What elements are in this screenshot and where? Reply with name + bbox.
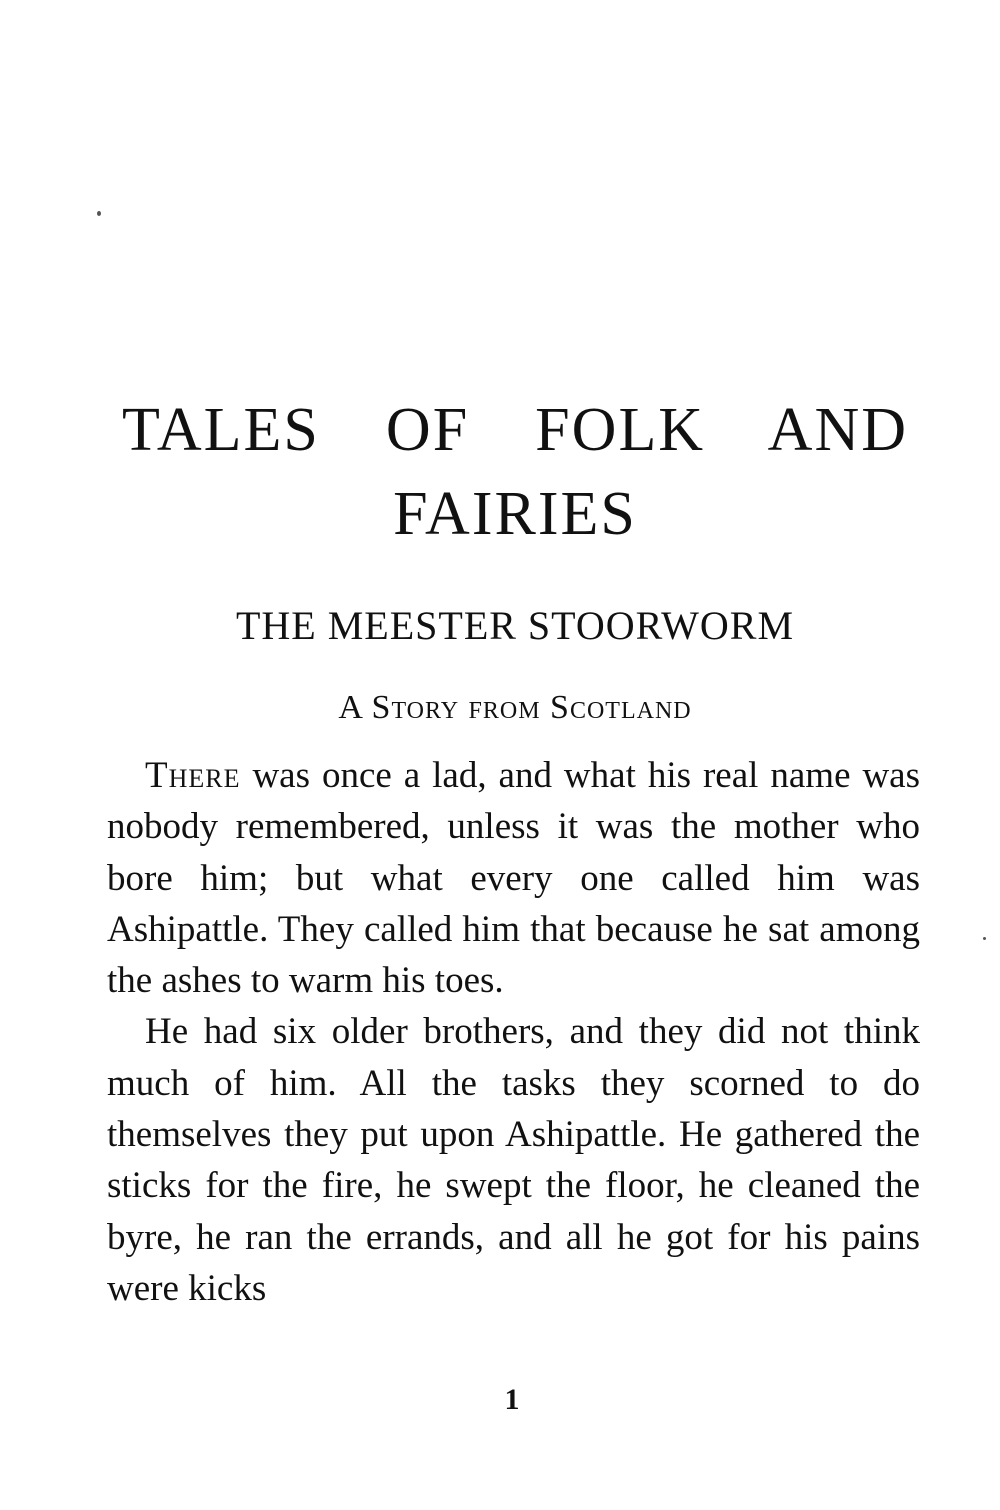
paragraph-1 (107, 750, 920, 1006)
ink-speck (97, 211, 101, 216)
paragraph-1-text: was once a lad, and what his real name was nobody remembered, unless it was the mother who bore him; but what every one called him was Ashipattle. They called him that because he sat among the ashes to warm his toes. (107, 755, 920, 1002)
page-number: 1 (504, 1383, 520, 1416)
book-title-line-1: TALES OF FOLK AND (122, 396, 908, 464)
story-body (107, 750, 920, 1314)
story-origin: A Story from Scotland (338, 689, 692, 726)
ink-speck (983, 937, 986, 940)
paragraph-2: He had six older brothers, and they did not think much of him. All the tasks they scorned to do themselves they put upon Ashipattle. He gathered the sticks for the fire, he swept the floor, he cleaned the byre, he ran the errands, and all he got for his pains were kicks (107, 1011, 920, 1309)
paragraph-lead-word: There (145, 755, 241, 796)
story-title: THE MEESTER STOORWORM (235, 603, 795, 648)
book-title-line-2: FAIRIES (393, 480, 637, 548)
